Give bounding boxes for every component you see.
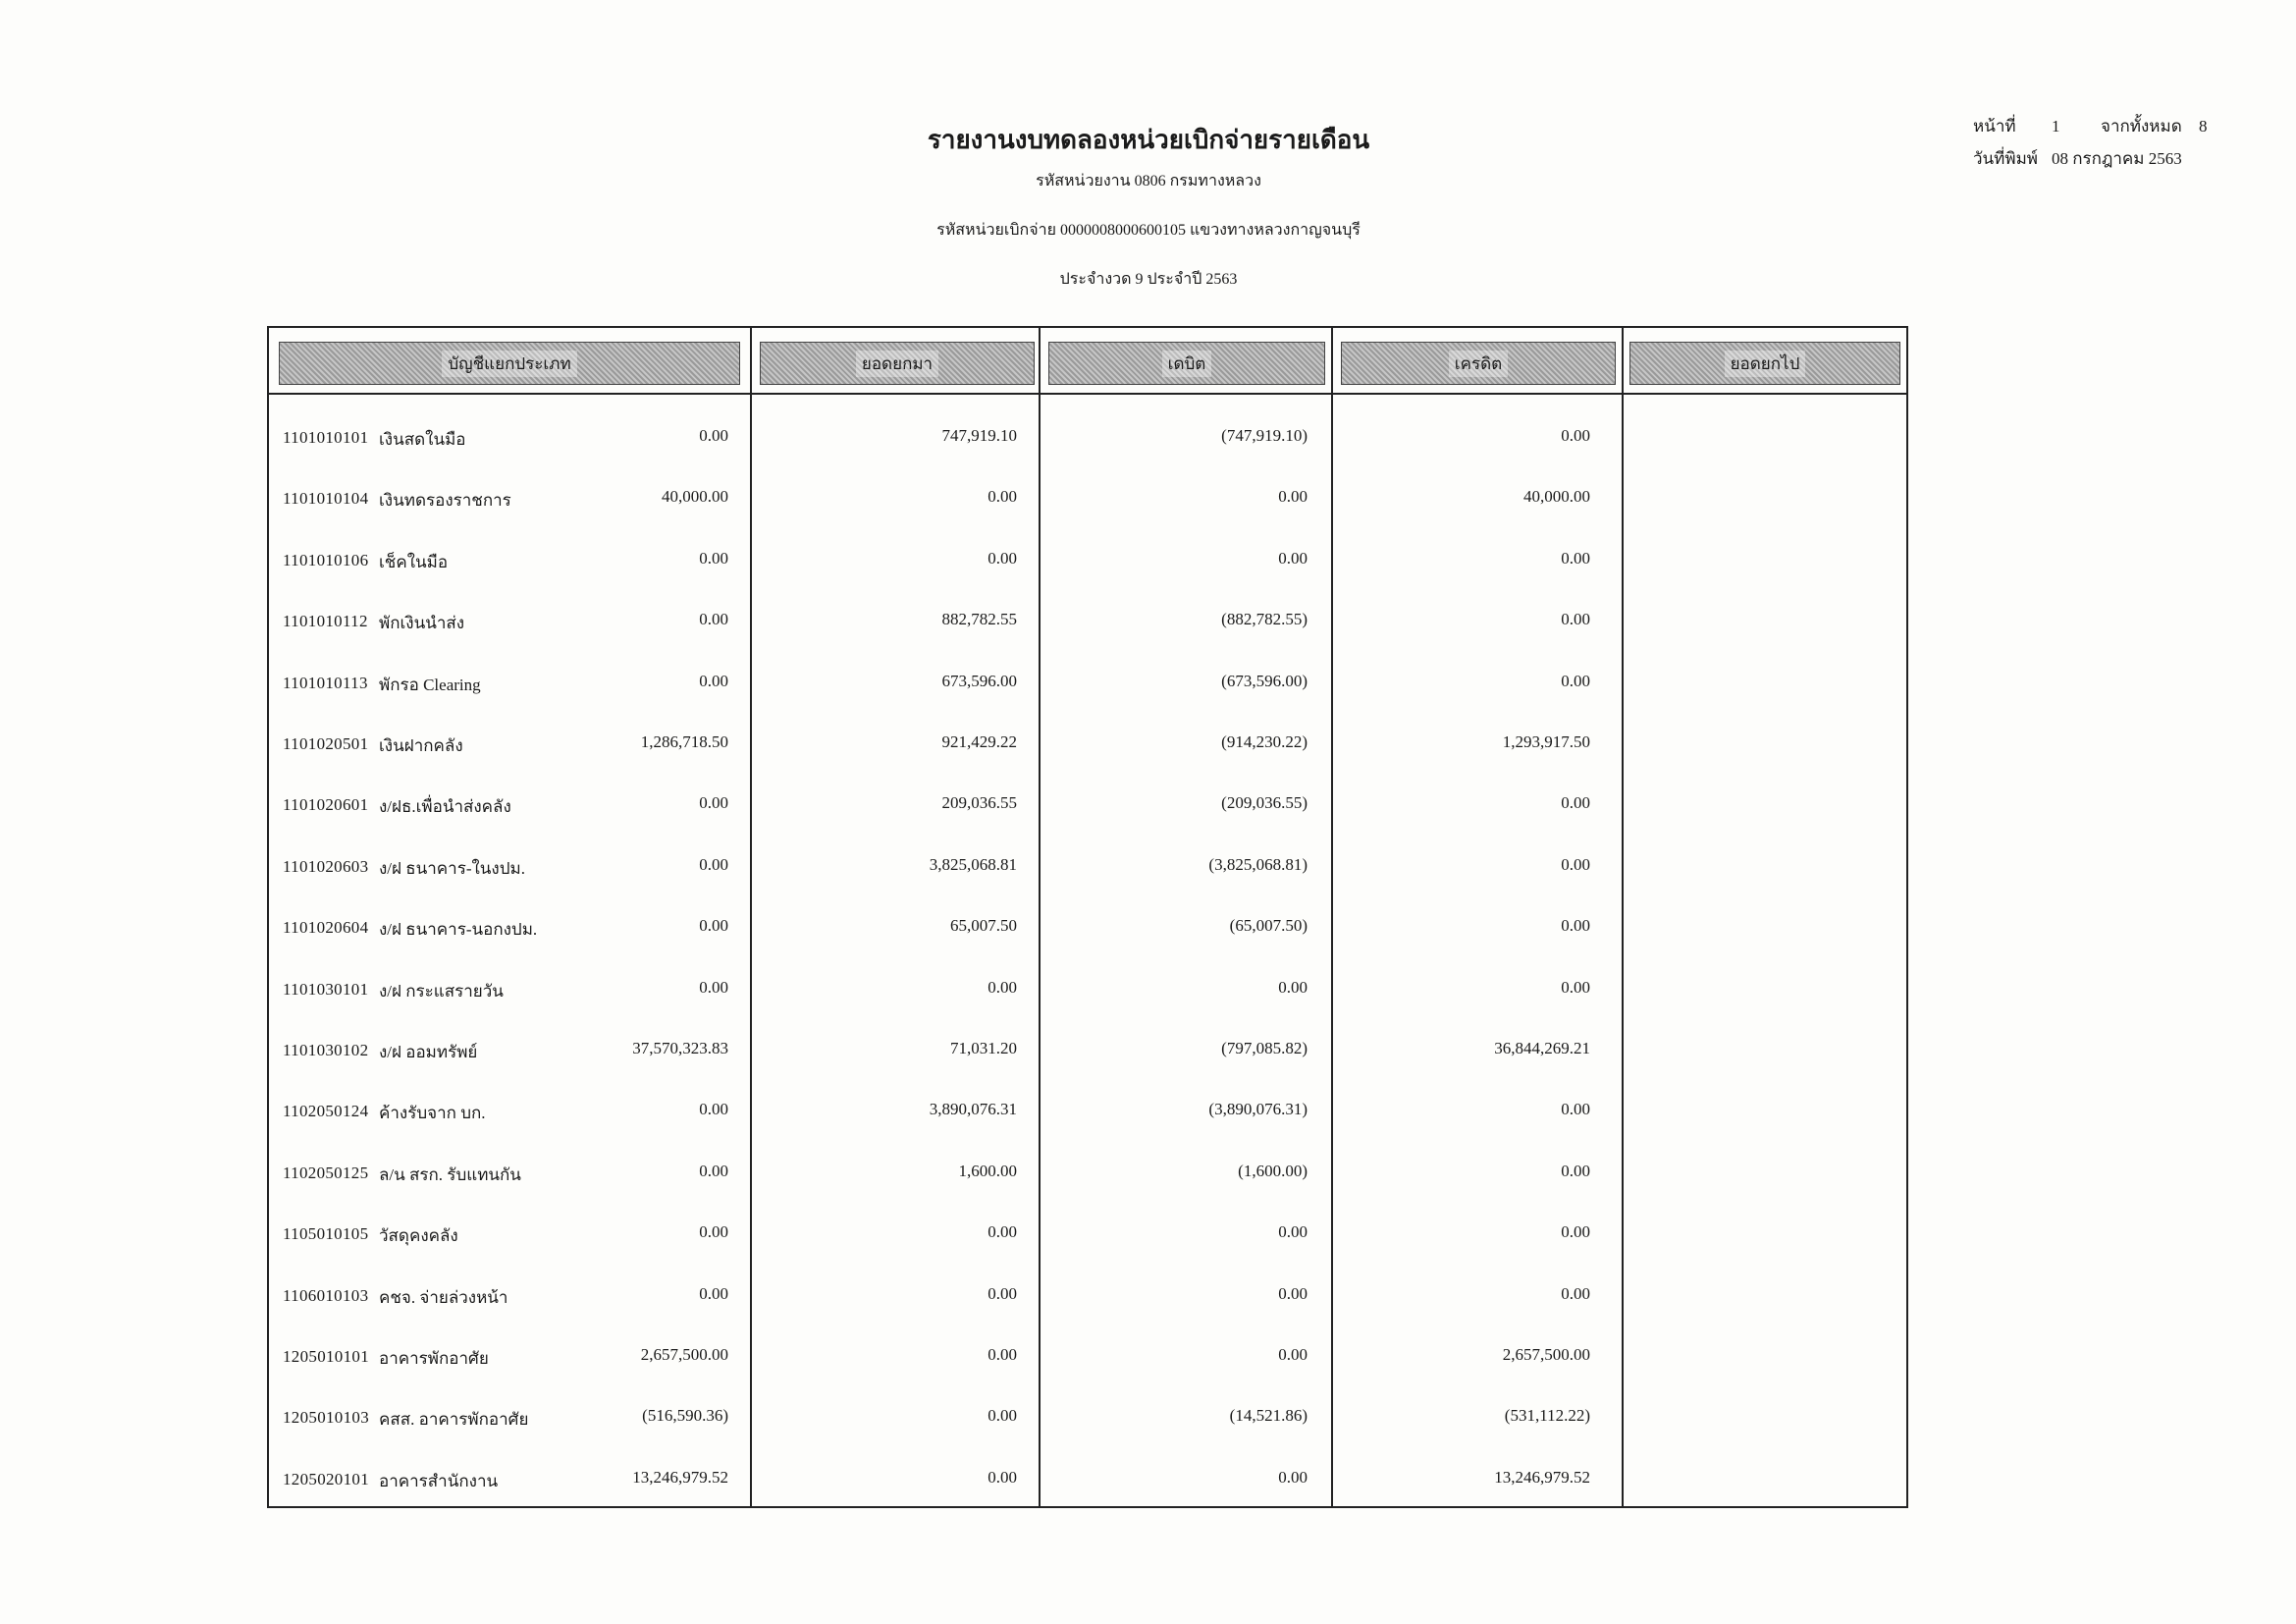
account-name: เงินฝากคลัง	[379, 736, 463, 755]
table-row	[269, 709, 1906, 770]
account-name: วัสดุคงคลัง	[379, 1226, 458, 1246]
account-code: 1205020101	[283, 1469, 369, 1489]
brought-forward-value: 0.00	[699, 1222, 728, 1242]
table-row	[269, 525, 1906, 586]
disbursement-unit-line: รหัสหน่วยเบิกจ่าย 0000008000600105 แขวงทางหลวงกาญจนบุรี	[936, 222, 1361, 239]
debit-value: 882,782.55	[941, 610, 1017, 629]
account-code: 1205010101	[283, 1347, 369, 1366]
print-date-label: วันที่พิมพ์	[1973, 149, 2038, 168]
header-brought-forward: ยอดยกมา	[760, 342, 1035, 385]
account-name: เงินสดในมือ	[379, 430, 466, 449]
debit-value: 65,007.50	[950, 916, 1017, 936]
account-name: ง/ฝ ธนาคาร-ในงปม.	[379, 858, 525, 878]
table-row	[269, 832, 1906, 893]
brought-forward-value: 37,570,323.83	[632, 1039, 728, 1057]
brought-forward-value: 0.00	[699, 671, 728, 690]
period-line: ประจำงวด 9 ประจำปี 2563	[1059, 271, 1238, 288]
account-code: 1101020603	[283, 856, 369, 876]
carried-forward-value: 0.00	[1561, 671, 1590, 690]
table-row	[269, 586, 1906, 647]
total-pages-label: จากทั้งหมด	[2101, 117, 2182, 135]
table-row	[269, 1076, 1906, 1137]
account-code: 1105010105	[283, 1224, 369, 1244]
brought-forward-value: (516,590.36)	[642, 1406, 728, 1426]
brought-forward-value: 0.00	[699, 426, 728, 445]
account-code: 1101020604	[283, 918, 369, 938]
credit-value: (65,007.50)	[1229, 916, 1308, 936]
brought-forward-value: 1,286,718.50	[640, 732, 728, 751]
table-row	[269, 403, 1906, 463]
table-row	[269, 1261, 1906, 1322]
page-info	[1973, 110, 2238, 175]
credit-value: 0.00	[1278, 1222, 1308, 1242]
table-row	[269, 1199, 1906, 1260]
credit-value: (882,782.55)	[1221, 610, 1308, 629]
account-code: 1101010113	[283, 673, 368, 692]
table-row	[269, 1138, 1906, 1199]
carried-forward-value: 0.00	[1561, 977, 1590, 997]
carried-forward-value: 2,657,500.00	[1502, 1345, 1590, 1364]
carried-forward-value: 0.00	[1561, 854, 1590, 874]
account-name: ล/น สรก. รับแทนกัน	[379, 1164, 521, 1184]
debit-value: 3,825,068.81	[929, 854, 1017, 874]
credit-value: (209,036.55)	[1221, 793, 1308, 813]
credit-value: (747,919.10)	[1221, 426, 1308, 445]
account-name: ง/ฝ ธนาคาร-นอกงปม.	[379, 920, 538, 940]
carried-forward-value: 0.00	[1561, 916, 1590, 936]
page-number: 1	[2052, 117, 2060, 135]
header-carried-forward: ยอดยกไป	[1629, 342, 1900, 385]
credit-value: (3,825,068.81)	[1208, 854, 1308, 874]
debit-value: 71,031.20	[950, 1039, 1017, 1057]
carried-forward-value: 36,844,269.21	[1494, 1039, 1590, 1057]
credit-value: (797,085.82)	[1221, 1039, 1308, 1057]
report-title: รายงานงบทดลองหน่วยเบิกจ่ายรายเดือน	[927, 126, 1370, 154]
brought-forward-value: 40,000.00	[662, 487, 728, 507]
credit-value: (3,890,076.31)	[1208, 1100, 1308, 1119]
brought-forward-value: 13,246,979.52	[632, 1467, 728, 1487]
header-debit: เดบิต	[1048, 342, 1325, 385]
credit-value: 0.00	[1278, 548, 1308, 568]
account-code: 1101010106	[283, 550, 369, 569]
account-code: 1102050125	[283, 1163, 369, 1182]
account-code: 1101010104	[283, 489, 369, 509]
credit-value: 0.00	[1278, 977, 1308, 997]
agency-line: รหัสหน่วยงาน 0806 กรมทางหลวง	[1036, 173, 1261, 189]
debit-value: 0.00	[988, 1406, 1017, 1426]
account-code: 1101010101	[283, 428, 369, 447]
header-credit: เครดิต	[1341, 342, 1616, 385]
account-code: 1102050124	[283, 1102, 369, 1121]
brought-forward-value: 0.00	[699, 916, 728, 936]
brought-forward-value: 2,657,500.00	[640, 1345, 728, 1364]
credit-value: (1,600.00)	[1238, 1161, 1308, 1180]
account-code: 1101020501	[283, 734, 369, 753]
carried-forward-value: 40,000.00	[1523, 487, 1590, 507]
account-code: 1101010112	[283, 612, 368, 631]
account-name: คชจ. จ่ายล่วงหน้า	[379, 1287, 508, 1307]
account-code: 1205010103	[283, 1408, 369, 1428]
account-name: คสส. อาคารพักอาศัย	[379, 1410, 529, 1430]
brought-forward-value: 0.00	[699, 977, 728, 997]
account-name: อาคารพักอาศัย	[379, 1349, 489, 1368]
account-name: ค้างรับจาก บก.	[379, 1104, 486, 1123]
account-name: พักเงินนำส่ง	[379, 614, 465, 633]
header-account: บัญชีแยกประเภท	[279, 342, 740, 385]
carried-forward-value: 0.00	[1561, 793, 1590, 813]
carried-forward-value: 13,246,979.52	[1494, 1467, 1590, 1487]
account-name: เช็คในมือ	[379, 552, 449, 571]
carried-forward-value: (531,112.22)	[1504, 1406, 1590, 1426]
credit-value: (673,596.00)	[1221, 671, 1308, 690]
debit-value: 209,036.55	[941, 793, 1017, 813]
credit-value: 0.00	[1278, 487, 1308, 507]
account-code: 1101020601	[283, 795, 369, 815]
table-row	[269, 954, 1906, 1015]
debit-value: 0.00	[988, 977, 1017, 997]
credit-value: (14,521.86)	[1229, 1406, 1308, 1426]
carried-forward-value: 0.00	[1561, 1161, 1590, 1180]
page-label: หน้าที่	[1973, 117, 2016, 135]
table-row	[269, 1322, 1906, 1382]
account-name: พักรอ Clearing	[379, 675, 481, 694]
debit-value: 1,600.00	[958, 1161, 1017, 1180]
brought-forward-value: 0.00	[699, 548, 728, 568]
trial-balance-table	[267, 326, 1908, 1508]
carried-forward-value: 0.00	[1561, 610, 1590, 629]
brought-forward-value: 0.00	[699, 1283, 728, 1303]
table-row	[269, 648, 1906, 709]
table-row	[269, 1015, 1906, 1076]
debit-value: 0.00	[988, 1222, 1017, 1242]
account-name: อาคารสำนักงาน	[379, 1471, 499, 1490]
brought-forward-value: 0.00	[699, 854, 728, 874]
account-name: เงินทดรองราชการ	[379, 491, 511, 511]
carried-forward-value: 0.00	[1561, 426, 1590, 445]
brought-forward-value: 0.00	[699, 1100, 728, 1119]
account-name: ง/ฝ ออมทรัพย์	[379, 1043, 478, 1061]
account-name: ง/ฝธ.เพื่อนำส่งคลัง	[379, 797, 511, 817]
carried-forward-value: 0.00	[1561, 548, 1590, 568]
credit-value: 0.00	[1278, 1467, 1308, 1487]
brought-forward-value: 0.00	[699, 1161, 728, 1180]
print-date: 08 กรกฎาคม 2563	[2052, 149, 2182, 168]
credit-value: (914,230.22)	[1221, 732, 1308, 751]
carried-forward-value: 0.00	[1561, 1100, 1590, 1119]
table-row	[269, 1382, 1906, 1443]
table-row	[269, 893, 1906, 953]
account-code: 1106010103	[283, 1285, 369, 1305]
credit-value: 0.00	[1278, 1283, 1308, 1303]
carried-forward-value: 0.00	[1561, 1283, 1590, 1303]
account-code: 1101030102	[283, 1041, 369, 1059]
debit-value: 0.00	[988, 1283, 1017, 1303]
carried-forward-value: 0.00	[1561, 1222, 1590, 1242]
debit-value: 747,919.10	[941, 426, 1017, 445]
debit-value: 0.00	[988, 1467, 1017, 1487]
account-name: ง/ฝ กระแสรายวัน	[379, 981, 504, 1001]
account-code: 1101030101	[283, 979, 369, 999]
debit-value: 921,429.22	[941, 732, 1017, 751]
table-row	[269, 770, 1906, 831]
header-divider	[269, 393, 1906, 395]
debit-value: 673,596.00	[941, 671, 1017, 690]
credit-value: 0.00	[1278, 1345, 1308, 1364]
debit-value: 0.00	[988, 1345, 1017, 1364]
brought-forward-value: 0.00	[699, 610, 728, 629]
carried-forward-value: 1,293,917.50	[1502, 732, 1590, 751]
table-row	[269, 1444, 1906, 1505]
total-pages: 8	[2199, 117, 2208, 135]
debit-value: 0.00	[988, 548, 1017, 568]
table-row	[269, 463, 1906, 524]
debit-value: 0.00	[988, 487, 1017, 507]
debit-value: 3,890,076.31	[929, 1100, 1017, 1119]
brought-forward-value: 0.00	[699, 793, 728, 813]
